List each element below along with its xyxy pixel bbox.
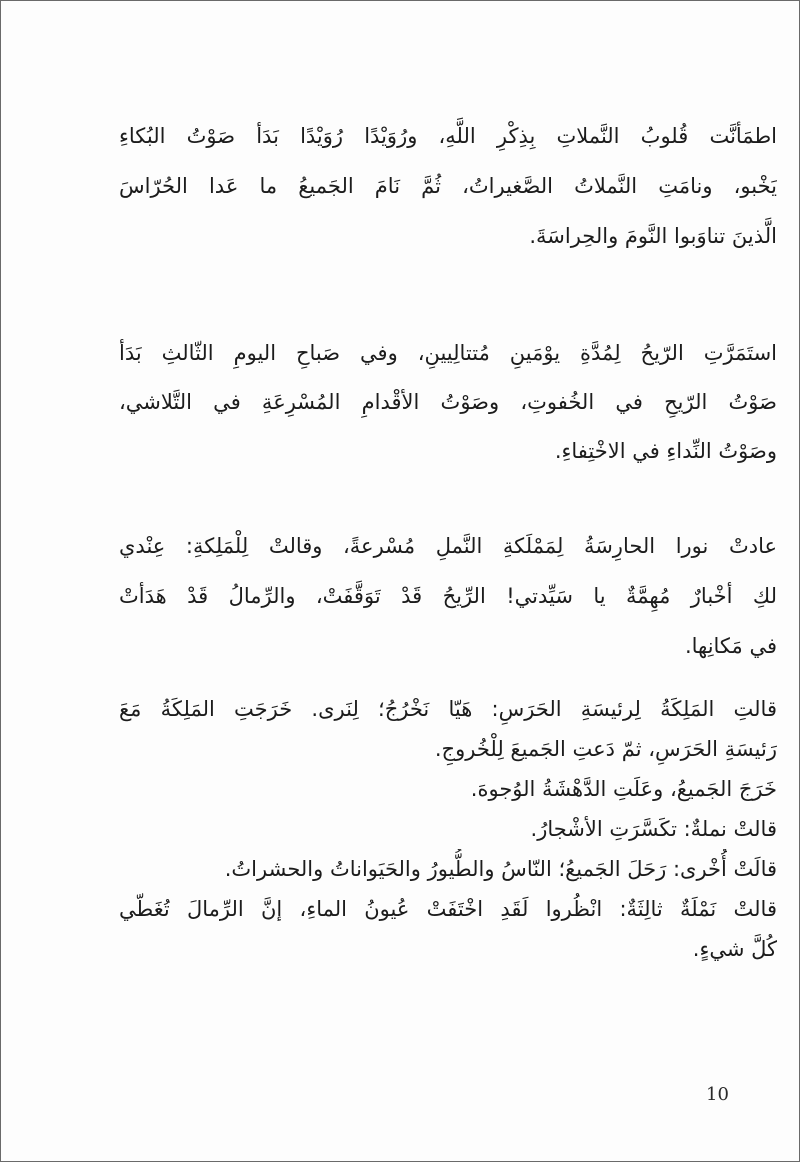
paragraph-3 (119, 521, 777, 671)
text-line: رَئيسَةِ الحَرَسِ، ثمّ دَعتِ الجَميعَ لِلْخُروجِ. (434, 737, 777, 761)
text-line: قالتْ نملةٌ: تكَسَّرَتِ الأشْجارُ. (530, 817, 777, 841)
text-line: وصَوْتُ النِّداءِ في الاخْتِفاءِ. (554, 439, 777, 463)
text-line: قالَتْ أُخْرى: رَحَلَ الجَميعُ؛ النّاسُ والطُّيورُ والحَيَواناتُ والحشراتُ. (224, 857, 777, 881)
paragraph-2 (119, 329, 777, 476)
paragraph-4 (119, 689, 777, 969)
text-line: في مَكانِها. (684, 634, 777, 658)
text-line: عادتْ نورا الحارِسَةُ لِمَمْلَكةِ النَّملِ مُسْرعةً، وقالتْ لِلْمَلِكةِ: عِنْدي (119, 534, 777, 558)
text-line: كُلَّ شيءٍ. (692, 937, 777, 961)
text-line: الَّذينَ تناوَبوا النَّومَ والحِراسَةَ. (529, 224, 777, 248)
text-line: قالتِ المَلِكَةُ لِرئيسَةِ الحَرَسِ: هَيّا نَخْرُجُ؛ لِنَرى. خَرَجَتِ المَلِكَةُ مَعَ (119, 697, 777, 721)
text-line: يَخْبو، ونامَتِ النَّملاتُ الصَّغيراتُ، ثُمَّ نَامَ الجَميعُ ما عَدا الحُرّاسَ (119, 174, 777, 198)
text-line: استَمَرَّتِ الرّيحُ لِمُدَّةِ يوْمَينِ مُتتالِيينِ، وفي صَباحِ اليومِ الثّالثِ بَدَأ (119, 341, 777, 365)
text-line: خَرَجَ الجَميعُ، وعَلَتِ الدَّهْشَةُ الوُجوهَ. (470, 777, 777, 801)
page-number: 10 (706, 1084, 729, 1105)
text-line: لكِ أخْبارٌ مُهِمَّةٌ يا سَيِّدتي! الرِّيحُ قَدْ تَوَقَّفَتْ، والرِّمالُ قَدْ هَدَأتْ (119, 584, 777, 608)
text-line: صَوْتُ الرّيحِ في الخُفوتِ، وصَوْتُ الأقْدامِ المُسْرِعَةِ في التَّلاشي، (119, 390, 777, 414)
text-line: قالتْ نَمْلَةٌ ثالِثَةٌ: انْظُروا لَقَدِ اخْتَفَتْ عُيونُ الماءِ، إنَّ الرِّمالَ تُغَطّي (119, 897, 777, 921)
paragraph-1 (119, 111, 777, 261)
text-line: اطمَأنَّت قُلوبُ النَّملاتِ بِذِكْرِ اللَّهِ، ورُوَيْدًا رُوَيْدًا بَدَأ صَوْتُ البُكاءِ (119, 124, 777, 148)
